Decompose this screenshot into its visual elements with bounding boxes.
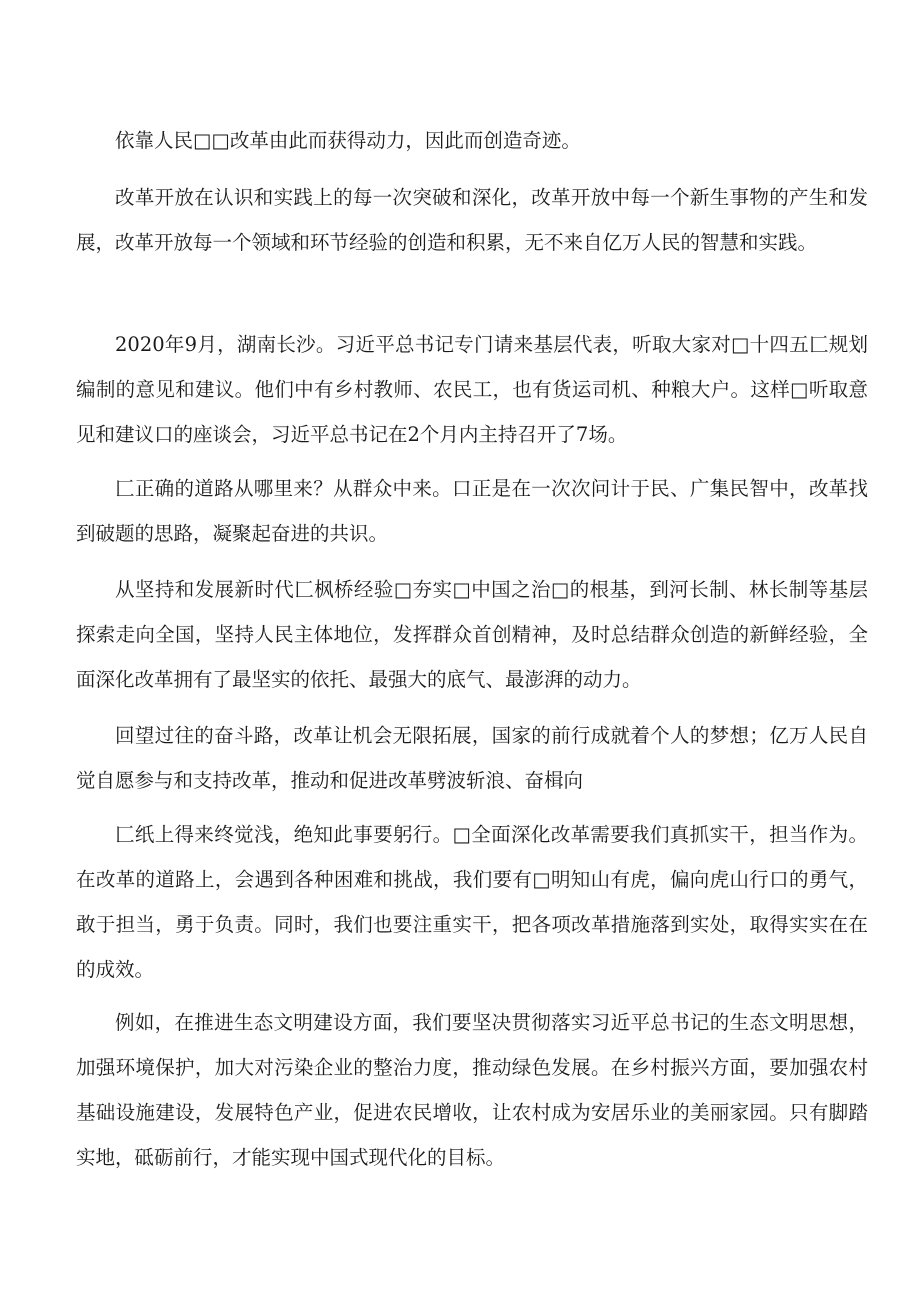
paragraph-7: 匚纸上得来终觉浅，绝知此事要躬行。□全面深化改革需要我们真抓实干，担当作为。在改革的道路上，会遇到各种困难和挑战，我们要有□明知山有虎，偏向虎山行口的勇气，敢于担当，勇于负责。同时，我们也要注重实干，把各项改革措施落到实处，取得实实在在的成效。 [76, 823, 868, 981]
paragraph-2: 改革开放在认识和实践上的每一次突破和深化，改革开放中每一个新生事物的产生和发展，改革开放每一个领域和环节经验的创造和积累，无不来自亿万人民的智慧和实践。 [76, 186, 868, 254]
paragraph-5: 从坚持和发展新时代匚枫桥经验□夯实□中国之治□的根基，到河长制、林长制等基层探索走向全国，坚持人民主体地位，发挥群众首创精神，及时总结群众创造的新鲜经验，全面深化改革拥有了最坚实的依托、最强大的底气、最澎湃的动力。 [76, 578, 868, 691]
paragraph-4: 匚正确的道路从哪里来？从群众中来。口正是在一次次问计于民、广集民智中，改革找到破题的思路，凝聚起奋进的共识。 [76, 477, 868, 545]
paragraph-1: 依靠人民□□改革由此而获得动力，因此而创造奇迹。 [115, 129, 581, 152]
paragraph-6: 回望过往的奋斗路，改革让机会无限拓展，国家的前行成就着个人的梦想；亿万人民自觉自愿参与和支持改革，推动和促进改革劈波斩浪、奋楫向 [76, 724, 868, 792]
paragraph-8: 例如，在推进生态文明建设方面，我们要坚决贯彻落实习近平总书记的生态文明思想，加强环境保护，加大对污染企业的整治力度，推动绿色发展。在乡村振兴方面，要加强农村基础设施建设，发展特色产业，促进农民增收，让农村成为安居乐业的美丽家园。只有脚踏实地，砥砺前行，才能实现中国式现代化的目标。 [76, 1011, 868, 1169]
paragraph-3: 2020年9月，湖南长沙。习近平总书记专门请来基层代表，听取大家对□十四五匚规划编制的意见和建议。他们中有乡村教师、农民工，也有货运司机、种粮大户。这样□听取意见和建议口的座谈会，习近平总书记在2个月内主持召开了7场。 [76, 333, 868, 446]
